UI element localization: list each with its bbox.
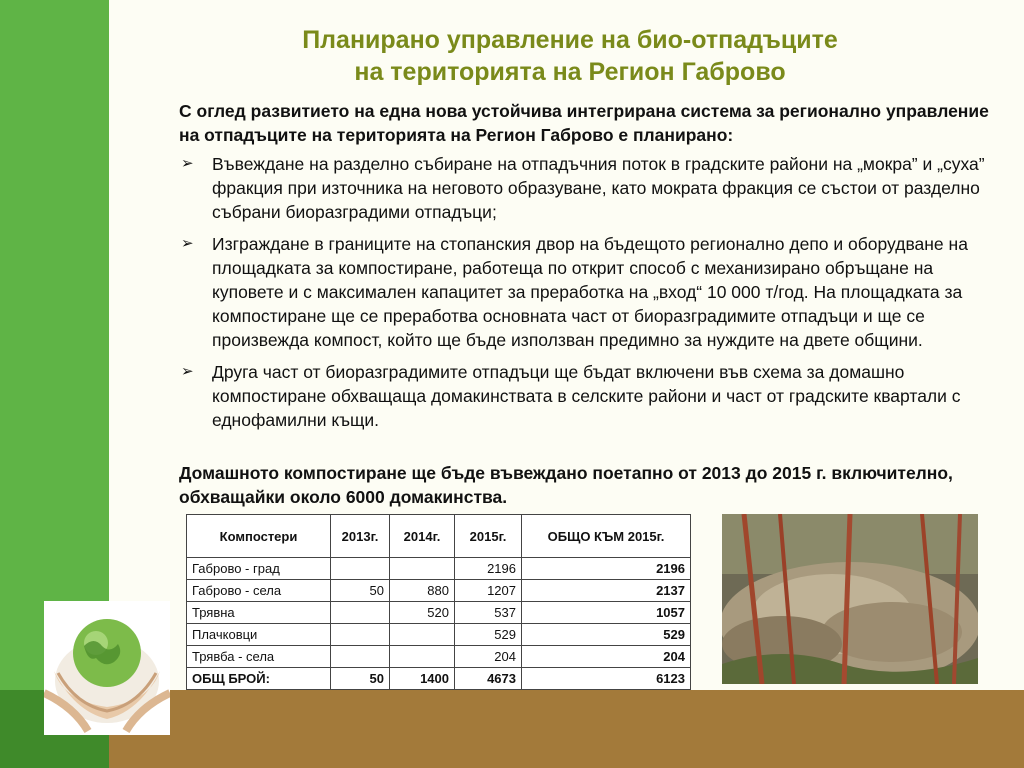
cell-name: ОБЩ БРОЙ: — [187, 668, 331, 690]
cell-2015: 2196 — [455, 558, 522, 580]
header-2015: 2015г. — [455, 515, 522, 558]
cell-2013 — [331, 602, 390, 624]
table-header-row — [187, 515, 691, 558]
cell-name: Трявба - села — [187, 646, 331, 668]
cell-2014: 880 — [390, 580, 455, 602]
header-composters: Компостери — [187, 515, 331, 558]
table-row — [187, 580, 691, 602]
intro-paragraph: С оглед развитието на една нова устойчива интегрирана система за регионално управление на отпадъците на територията на Регион Габрово е планирано: — [179, 101, 989, 145]
bullet-text: Изграждане в границите на стопанския двор на бъдещото регионално депо и оборудване на площадката за компостиране, работеща по открит способ с механизирано обръщане на куповете и с максимален капацитет за преработка на „вход“ 10 000 т/год. На площадката за компостиране ще се преработва основната част от биоразградимите отпадъци и ще се произвежда компост, който ще бъде използван предимно за нуждите на двете общини. — [212, 234, 968, 350]
arrow-bullet-icon: ➢ — [181, 235, 194, 252]
cell-2014: 520 — [390, 602, 455, 624]
bullet-item — [179, 232, 999, 352]
slide-title — [250, 24, 890, 88]
cell-total: 204 — [522, 646, 691, 668]
bullet-text: Въвеждане на разделно събиране на отпадъчния поток в градските райони на „мокра” и „суха” фракция при източника на неговото образуване, като мократа фракция се състои от разделно събрани биоразградими отпадъци; — [212, 154, 985, 222]
cell-name: Габрово - села — [187, 580, 331, 602]
table-total-row — [187, 668, 691, 690]
header-total-2015: ОБЩО КЪМ 2015г. — [522, 515, 691, 558]
conclusion-paragraph: Домашното компостиране ще бъде въвеждано поетапно от 2013 до 2015 г. включително, обхващайки около 6000 домакинства. — [179, 463, 953, 507]
bullet-text: Друга част от биоразградимите отпадъци ще бъдат включени във схема за домашно компостиране обхващаща домакинствата в селските райони и част от градските квартали с еднофамилни къщи. — [212, 362, 961, 430]
cell-name: Трявна — [187, 602, 331, 624]
cell-2013 — [331, 558, 390, 580]
bullet-item — [179, 360, 999, 432]
table-row — [187, 558, 691, 580]
cell-total: 2137 — [522, 580, 691, 602]
header-2013: 2013г. — [331, 515, 390, 558]
cell-2015: 1207 — [455, 580, 522, 602]
title-line-1: Планирано управление на био-отпадъците — [302, 26, 838, 54]
composters-table — [186, 514, 691, 690]
cell-2013: 50 — [331, 580, 390, 602]
cell-2013: 50 — [331, 668, 390, 690]
cell-2013 — [331, 646, 390, 668]
table-row — [187, 624, 691, 646]
cell-2014 — [390, 624, 455, 646]
cell-total: 529 — [522, 624, 691, 646]
left-green-strip — [0, 0, 109, 690]
cell-name: Плачковци — [187, 624, 331, 646]
table-row — [187, 602, 691, 624]
bullet-list — [179, 152, 999, 440]
cell-2015: 204 — [455, 646, 522, 668]
cell-2015: 537 — [455, 602, 522, 624]
cell-total: 1057 — [522, 602, 691, 624]
bullet-item — [179, 152, 999, 224]
cell-name: Габрово - град — [187, 558, 331, 580]
cell-total: 2196 — [522, 558, 691, 580]
cell-2015: 529 — [455, 624, 522, 646]
bottom-brown-bar — [109, 690, 1024, 768]
arrow-bullet-icon: ➢ — [181, 363, 194, 380]
cell-2013 — [331, 624, 390, 646]
cell-2014 — [390, 646, 455, 668]
compost-heap-photo — [722, 514, 978, 684]
header-2014: 2014г. — [390, 515, 455, 558]
table-row — [187, 646, 691, 668]
cell-2015: 4673 — [455, 668, 522, 690]
title-line-2: на територията на Регион Габрово — [354, 58, 786, 86]
arrow-bullet-icon: ➢ — [181, 155, 194, 172]
cell-total: 6123 — [522, 668, 691, 690]
cell-2014: 1400 — [390, 668, 455, 690]
hands-globe-logo — [44, 601, 170, 735]
cell-2014 — [390, 558, 455, 580]
